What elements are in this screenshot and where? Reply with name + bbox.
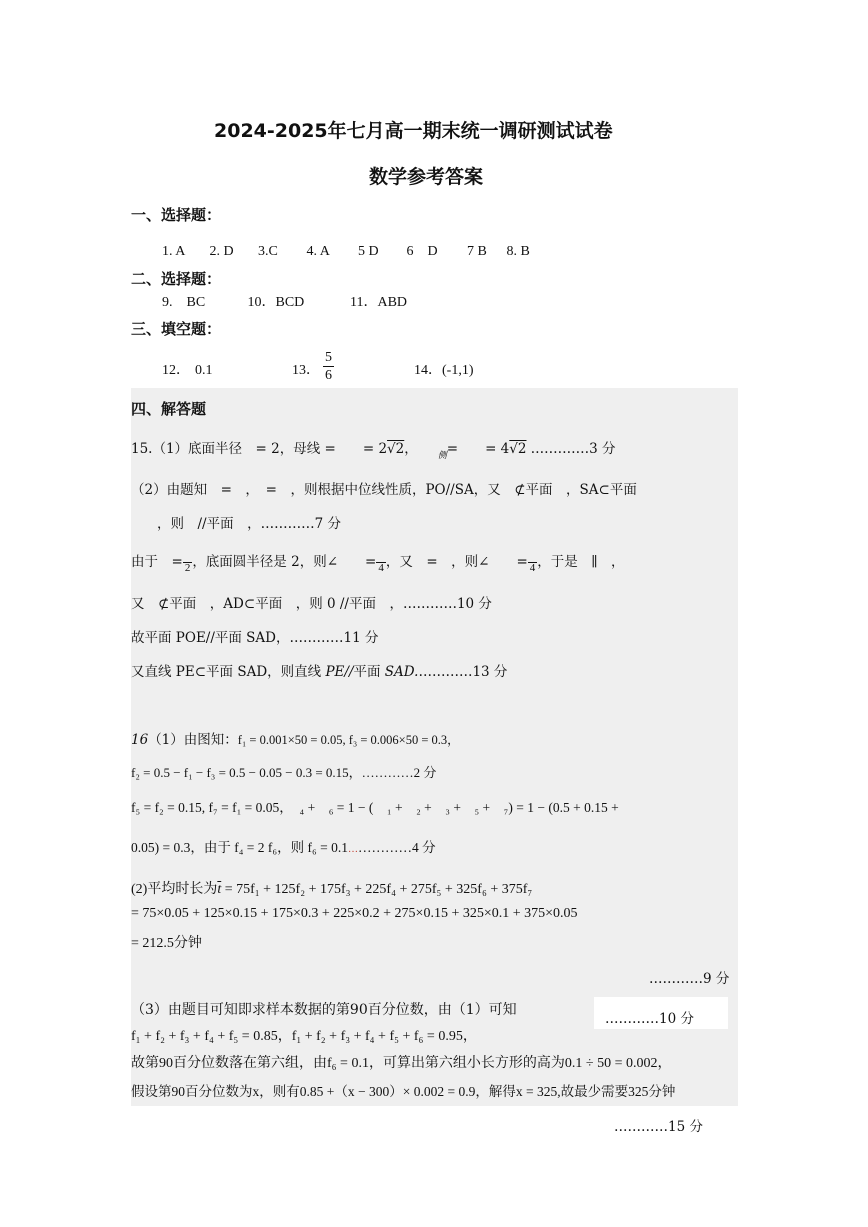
answer-13-fraction bbox=[323, 349, 334, 384]
q15-l7-a: 又直线 PE⊂平面 SAD，则直线 bbox=[131, 664, 326, 680]
q15-text-c: = = 4 bbox=[446, 441, 510, 457]
answer-7: 7 B bbox=[467, 244, 487, 259]
q15-l4-d: ，于是 ∥ ， bbox=[537, 554, 625, 570]
answer-5: 5 D bbox=[358, 244, 379, 259]
q16-number: 16 bbox=[131, 732, 149, 748]
answer-list-choice bbox=[162, 240, 530, 260]
q15-l7-e: …………13 分 bbox=[418, 664, 508, 680]
q16-line-2: f₂ = 0.5 − f₁ − f₃ = 0.5 − 0.05 − 0.3 = 0.15，…………2 分 bbox=[131, 765, 437, 780]
answer-12-label: 12． bbox=[162, 363, 190, 378]
answer-3: 3.C bbox=[258, 244, 278, 259]
page-title: 2024-2025年七月高一期末统一调研测试试卷 bbox=[214, 120, 613, 142]
frac-den-4a: 4 bbox=[378, 562, 384, 574]
q16-line-4 bbox=[131, 836, 436, 856]
q16-line-9: （3）由题目可知即求样本数据的第90百分位数，由（1）可知 bbox=[131, 1002, 517, 1018]
q16-l1-b: （1）由图知： bbox=[148, 732, 238, 748]
q16-l4-a: 0.05) = 0.3，由于 f₄ = 2 f₆，则 f₆ = 0.1 bbox=[131, 840, 348, 855]
sqrt-2: √2 bbox=[387, 441, 405, 457]
section-heading-fill: 三、填空题： bbox=[131, 320, 222, 338]
section-heading-solutions: 四、解答题 bbox=[131, 400, 207, 418]
q15-l4-b: ，底面圆半径是 2，则∠ = bbox=[192, 554, 377, 570]
frac-den-4b: 4 bbox=[529, 562, 536, 574]
answer-11: 11．ABD bbox=[350, 295, 408, 310]
fraction-denominator: 6 bbox=[325, 368, 332, 383]
q16-line-11: 故第90百分位数落在第六组，由f₆ = 0.1，可算出第六组小长方形的高为0.1 ÷ 50 = 0.002， bbox=[131, 1056, 672, 1071]
q16-l5-b: = 75f₁ + 125f₂ + 175f₃ + 225f₄ + 275f₅ + 325f₆ + 375f₇ bbox=[221, 882, 533, 897]
q16-line-12: 假设第90百分位数为x，则有0.85 +（x − 300）× 0.002 = 0.9，解得x = 325,故最少需要325分钟 bbox=[131, 1084, 676, 1099]
answer-4: 4. A bbox=[306, 244, 330, 259]
fraction-numerator: 5 bbox=[325, 350, 332, 365]
answer-13-label: 13． bbox=[292, 363, 320, 378]
answer-10: 10．BCD bbox=[247, 295, 305, 310]
q16-line-6: = 75×0.05 + 125×0.15 + 175×0.3 + 225×0.2 + 275×0.15 + 325×0.1 + 375×0.05 bbox=[131, 906, 578, 921]
answer-list-multi bbox=[162, 291, 407, 311]
q15-line-4 bbox=[131, 550, 625, 574]
section-heading-choice: 一、选择题： bbox=[131, 206, 222, 224]
sqrt-2b: √2 bbox=[509, 441, 527, 457]
q15-text-d: .…………3 分 bbox=[526, 441, 616, 457]
q15-text-b: ， bbox=[404, 441, 418, 457]
answer-6: 6 D bbox=[406, 244, 438, 259]
q15-line-2: （2）由题知 = ， = ，则根据中位线性质，PO//SA，又 ⊄平面 ，SA⊂平面 bbox=[131, 482, 637, 498]
q15-line-6: 故平面 POE//平面 SAD，…………11 分 bbox=[131, 630, 379, 646]
answer-1: 1. A bbox=[162, 244, 186, 259]
q16-l4-b: … bbox=[347, 844, 358, 855]
q16-line-1 bbox=[131, 728, 460, 748]
q15-line-7 bbox=[131, 660, 507, 680]
answer-8: 8. B bbox=[506, 244, 530, 259]
q15-line-3: ，则 //平面 ，…………7 分 bbox=[157, 516, 341, 532]
q15-text-a: 15.（1）底面半径 = 2，母线 = = 2 bbox=[131, 441, 388, 457]
answer-12-value: 0.1 bbox=[195, 363, 213, 378]
section-heading-multi-choice: 二、选择题： bbox=[131, 270, 222, 288]
answer-9: 9. BC bbox=[162, 295, 206, 310]
frac-den-2: 2 bbox=[184, 562, 191, 574]
q15-l4-c: ，又 = ，则∠ = bbox=[385, 554, 528, 570]
q15-l7-d: SAD. bbox=[384, 664, 419, 680]
q16-score-9: …………9 分 bbox=[649, 971, 730, 987]
subscript-side: 侧 bbox=[437, 451, 447, 461]
page-subtitle: 数学参考答案 bbox=[369, 166, 484, 188]
q16-score-10: …………10 分 bbox=[605, 1011, 694, 1027]
q16-line-7: = 212.5分钟 bbox=[131, 936, 202, 951]
q16-score-15: …………15 分 bbox=[614, 1119, 703, 1135]
q15-line-5: 又 ⊄平面 ，AD⊂平面 ，则 0 //平面 ，…………10 分 bbox=[131, 596, 492, 612]
answer-2: 2. D bbox=[209, 244, 234, 259]
q15-line-1 bbox=[131, 437, 615, 461]
t-bar: $\overline{t}$ bbox=[217, 882, 222, 897]
q16-line-3: f₅ = f₂ = 0.15, f₇ = f₁ = 0.05， ₄ + ₆ = 1 − ( ₁ + ₂ + ₃ + ₅ + ₇) = 1 − (0.5 + 0.15 + bbox=[131, 800, 619, 815]
q16-l5-a: (2)平均时长为 bbox=[131, 882, 218, 897]
q15-l7-c: 平面 bbox=[353, 664, 385, 680]
q15-l4-a: 由于 = bbox=[131, 554, 183, 570]
answer-14: 14．(-1,1) bbox=[414, 363, 474, 378]
q15-l7-b: PE// bbox=[325, 664, 354, 680]
q16-l1-c: f₁ = 0.001×50 = 0.05, f₃ = 0.006×50 = 0.3， bbox=[237, 733, 460, 747]
q16-l4-c: …………4 分 bbox=[357, 840, 436, 855]
q16-line-10: f₁ + f₂ + f₃ + f₄ + f₅ = 0.85，f₁ + f₂ + f₃ + f₄ + f₅ + f₆ = 0.95， bbox=[131, 1029, 477, 1044]
q16-line-5 bbox=[131, 878, 532, 898]
